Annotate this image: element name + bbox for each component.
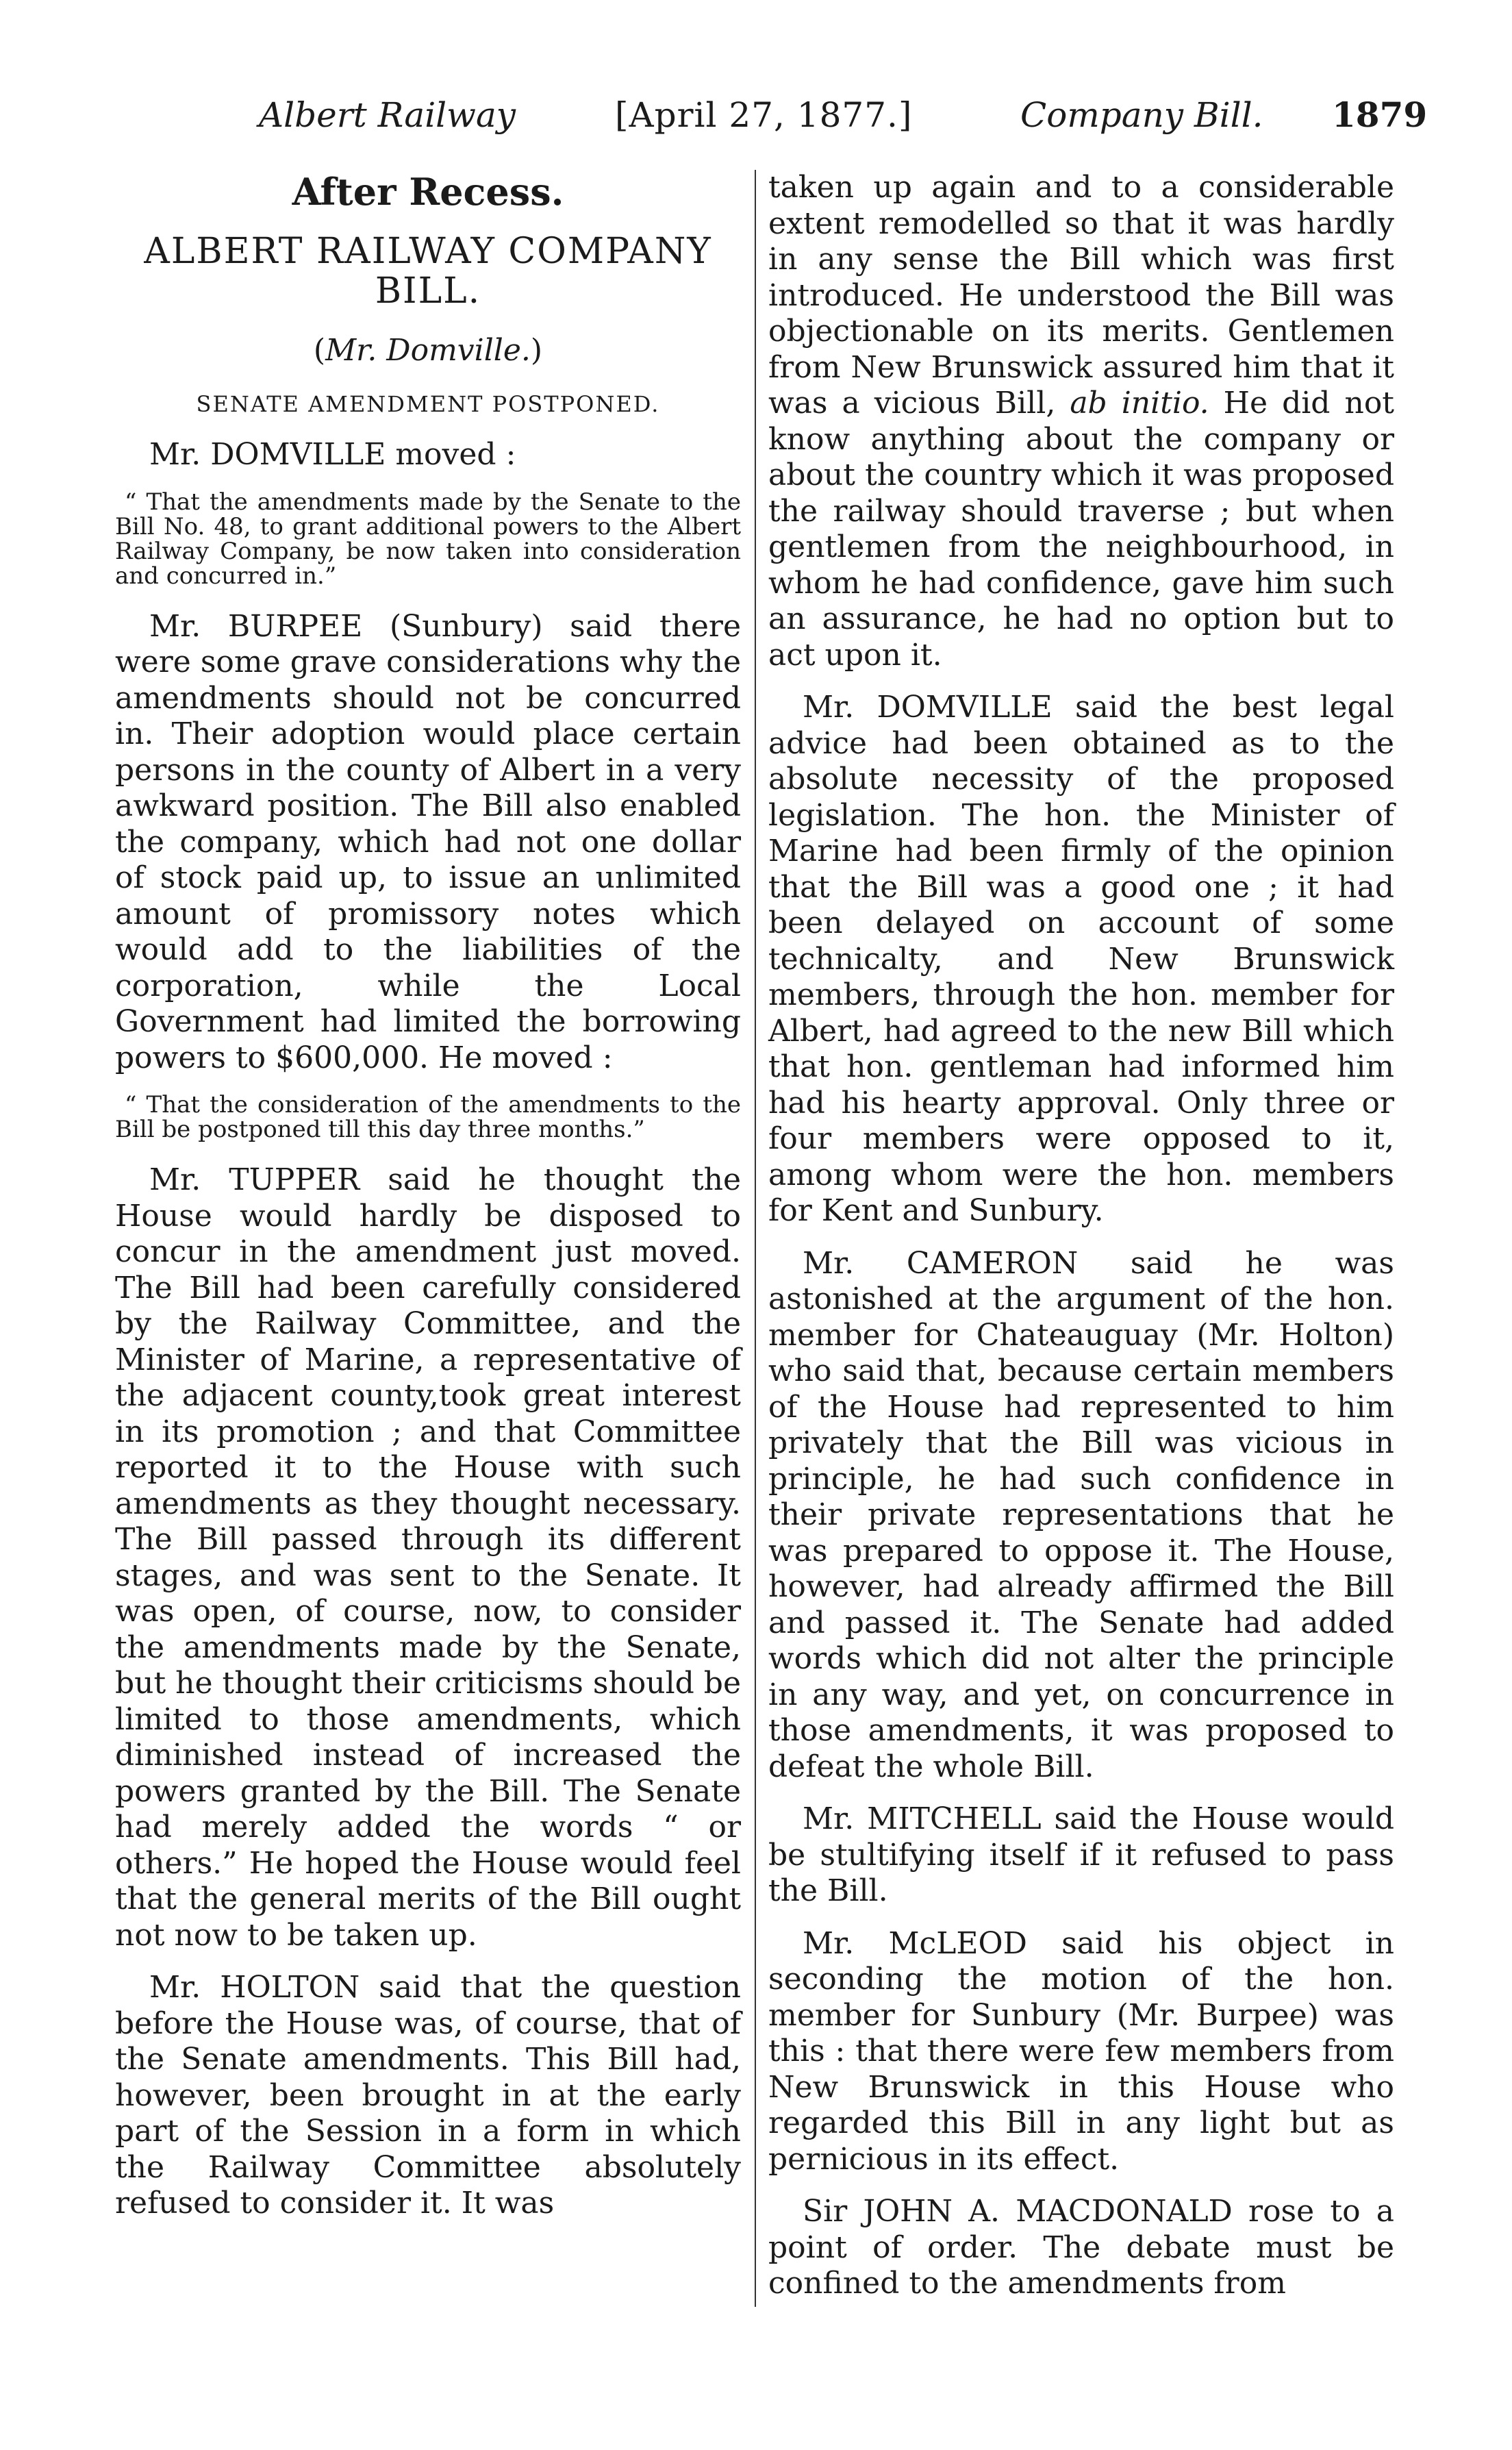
section-heading: After Recess. (292, 170, 564, 214)
column-divider (755, 170, 756, 2307)
paragraph-domville: Mr. DOMVILLE said the best legal advice had been obtained as to the absolute necessity of the proposed legislation. The hon. the Minister of Marine had been firmly of the opinion that the Bill was a good one ; it had been delayed on account of some technicalty, and New Brunswick members, through the hon. member for Albert, had agreed to the new Bill which that hon. gentleman had informed him had his hearty approval. Only three or four members were opposed to it, among whom were the hon. members for Kent and Sunbury. (768, 690, 1394, 1228)
paragraph-holton-continued (768, 170, 1394, 673)
bill-title: ALBERT RAILWAY COMPANY BILL. (144, 231, 712, 312)
left-column (115, 170, 741, 2238)
bill-mover (115, 332, 741, 370)
running-head-right: Company Bill. (1020, 95, 1263, 135)
paragraph-mcleod: Mr. McLEOD said his object in seconding the motion of the hon. member for Sunbury (Mr. Burpee) was this : that there were few members from New Brunswick in this House who regarded this Bill in any light but as pernicious in its effect. (768, 1925, 1394, 2177)
holton-latin-phrase: ab initio. (1070, 386, 1209, 421)
holton-text-b: He did not know anything about the company or about the country which it was proposed the railway should traverse ; but when gentlemen from the neighbourhood, in whom he had confidence, gave him such an assurance, he had no option but to act upon it. (768, 386, 1394, 673)
paragraph-mitchell: Mr. MITCHELL said the House would be stultifying itself if it refused to pass the Bill. (768, 1801, 1394, 1908)
paragraph-cameron: Mr. CAMERON said he was astonished at the argument of the hon. member for Chateauguay (Mr. Holton) who said that, because certain members of the House had represented to him privately that the Bill was vicious in principle, he had such confidence in their private representations that he was prepared to oppose it. The House, however, had already affirmed the Bill and passed it. The Senate had added words which did not alter the principle in any way, and yet, on concurrence in those amendments, it was proposed to defeat the whole Bill. (768, 1245, 1394, 1784)
paragraph-holton: Mr. HOLTON said that the question before the House was, of course, that of the Senate amendments. This Bill had, however, been brought in at the early part of the Session in a form in which the Railway Committee absolutely refused to consider it. It was (115, 1970, 741, 2221)
mover-paren-close: ) (530, 333, 543, 368)
running-head-date: [April 27, 1877.] (615, 95, 913, 135)
subheading: SENATE AMENDMENT POSTPONED. (196, 391, 660, 417)
running-head-left: Albert Railway (259, 95, 516, 135)
holton-text-a: taken up again and to a considerable extent remodelled so that it was hardly in any sense the Bill which was first introduced. He understood the Bill was objectionable on its merits. Gentlemen from New Brunswick assured him that it was a vicious Bill, (768, 170, 1394, 421)
right-column (768, 170, 1394, 2318)
mover-name: Mr. Domville. (325, 333, 531, 368)
paragraph-tupper: Mr. TUPPER said he thought the House would hardly be disposed to concur in the amendment just moved. The Bill had been carefully considered by the Railway Committee, and the Minister of Marine, a representative of the adjacent county,took great interest in its promotion ; and that Committee reported it to the House with such amendments as they thought necessary. The Bill passed through its different stages, and was sent to the Senate. It was open, of course, now, to consider the amendments made by the Senate, but he thought their criticisms should be limited to those amendments, which diminished instead of increased the powers granted by the Bill. The Senate had merely added the words “ or others.” He hoped the House would feel that the general merits of the Bill ought not now to be taken up. (115, 1162, 741, 1953)
quoted-amendment: “ That the consideration of the amendments to the Bill be postponed till this day three months.” (115, 1091, 741, 1143)
paragraph-macdonald: Sir JOHN A. MACDONALD rose to a point of order. The debate must be confined to the amendments from (768, 2194, 1394, 2301)
mover-paren-open: ( (313, 333, 326, 368)
quoted-motion: “ That the amendments made by the Senate to the Bill No. 48, to grant additional powers to the Albert Railway Company, be now taken into consideration and concurred in.” (115, 488, 741, 590)
page-number: 1879 (1332, 95, 1428, 135)
paragraph-domville-motion: Mr. DOMVILLE moved : (149, 437, 516, 472)
paragraph-burpee: Mr. BURPEE (Sunbury) said there were some grave considerations why the amendments should not be concurred in. Their adoption would place certain persons in the county of Albert in a very awkward position. The Bill also enabled the company, which had not one dollar of stock paid up, to issue an unlimited amount of promissory notes which would add to the liabilities of the corporation, while the Local Government had limited the borrowing powers to $600,000. He moved : (115, 608, 741, 1075)
